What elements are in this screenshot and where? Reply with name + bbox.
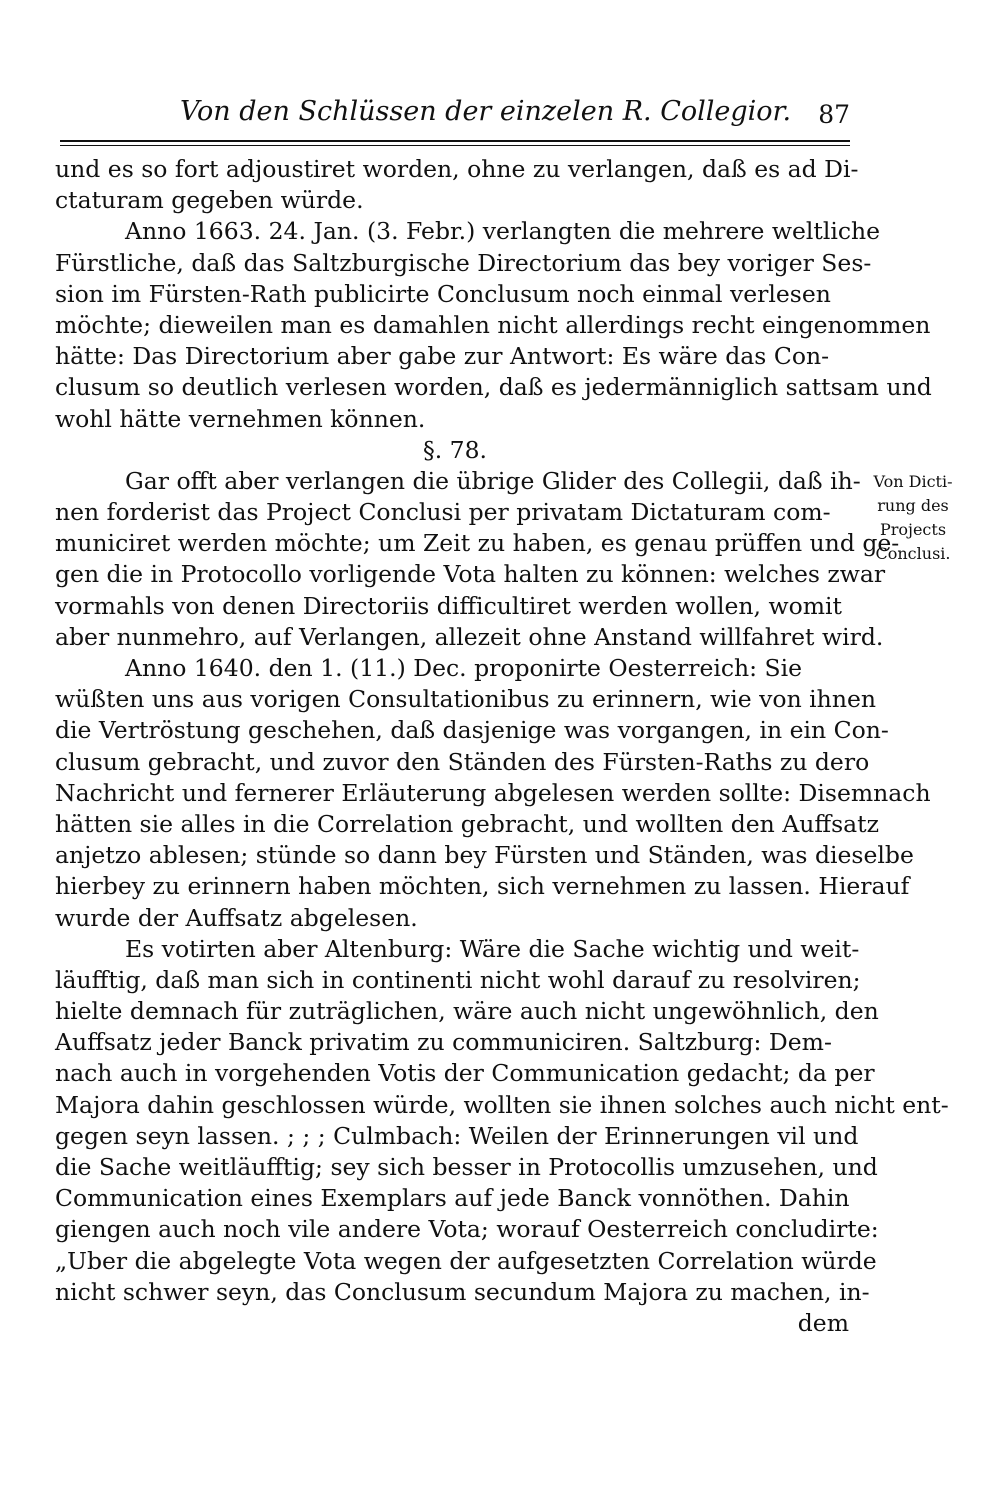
- header-title: Von den Schlüssen der einzelen R. Collegior.: [180, 96, 792, 127]
- text-line: hätten sie alles in die Correlation gebracht, und wollten den Auffsatz: [55, 809, 879, 838]
- text-line: hätte: Das Directorium aber gabe zur Antwort: Es wäre das Con-: [55, 342, 830, 371]
- text-line: Majora dahin geschlossen würde, wollten sie ihnen solches auch nicht ent-: [55, 1090, 949, 1119]
- text-line: clusum gebracht, und zuvor den Ständen des Fürsten-Raths zu dero: [55, 747, 870, 776]
- text-line: „Uber die abgelegte Vota wegen der aufgesetzten Correlation würde: [55, 1246, 877, 1275]
- text-line: gen die in Protocollo vorligende Vota halten zu können: welches zwar: [55, 560, 886, 589]
- text-line: clusum so deutlich verlesen worden, daß es jedermänniglich sattsam und: [55, 373, 932, 402]
- text-line: wüßten uns aus vorigen Consultationibus zu erinnern, wie von ihnen: [55, 685, 876, 714]
- text-line: Auffsatz jeder Banck privatim zu communiciren. Saltzburg: Dem-: [55, 1028, 832, 1057]
- text-line: gegen seyn lassen. ; ; ; Culmbach: Weilen der Erinnerungen vil und: [55, 1121, 859, 1150]
- text-line: die Vertröstung geschehen, daß dasjenige was vorgangen, in ein Con-: [55, 716, 889, 745]
- text-line: aber nunmehro, auf Verlangen, allezeit ohne Anstand willfahret wird.: [55, 622, 884, 651]
- text-line: hielte demnach für zuträglichen, wäre auch nicht ungewöhnlich, den: [55, 997, 879, 1026]
- text-line: Nachricht und fernerer Erläuterung abgelesen werden sollte: Disemnach: [55, 778, 931, 807]
- margin-note-line: Conclusi.: [875, 544, 951, 563]
- text-line: nicht schwer seyn, das Conclusum secundum Majora zu machen, in-: [55, 1277, 870, 1306]
- text-line: municiret werden möchte; um Zeit zu haben, es genau prüffen und ge-: [55, 529, 900, 558]
- text-line: anjetzo ablesen; stünde so dann bey Fürsten und Ständen, was dieselbe: [55, 841, 914, 870]
- text-line: sion im Fürsten-Rath publicirte Conclusum noch einmal verlesen: [55, 279, 831, 308]
- header-rule-thin: [60, 145, 850, 146]
- text-line: Communication eines Exemplars auf jede Banck vonnöthen. Dahin: [55, 1184, 850, 1213]
- margin-note-line: rung des: [877, 496, 949, 515]
- text-line: Anno 1640. den 1. (11.) Dec. proponirte Oesterreich: Sie: [125, 654, 803, 682]
- margin-note: [858, 470, 968, 566]
- text-line: läufftig, daß man sich in continenti nicht wohl darauf zu resolviren;: [55, 965, 861, 994]
- section-heading: §. 78.: [422, 435, 488, 464]
- header-rule: [60, 140, 850, 142]
- running-header: [60, 96, 850, 136]
- text-line: und es so fort adjoustiret worden, ohne zu verlangen, daß es ad Di-: [55, 155, 859, 183]
- margin-note-line: Von Dicti-: [873, 472, 953, 491]
- text-line: möchte; dieweilen man es damahlen nicht allerdings recht eingenommen: [55, 310, 931, 339]
- text-line: hierbey zu erinnern haben möchten, sich vernehmen zu lassen. Hierauf: [55, 872, 910, 901]
- text-line: wurde der Auffsatz abgelesen.: [55, 903, 418, 932]
- text-line: ctaturam gegeben würde.: [55, 186, 364, 215]
- text-line: die Sache weitläufftig; sey sich besser in Protocollis umzusehen, und: [55, 1153, 878, 1181]
- text-line: Fürstliche, daß das Saltzburgische Directorium das bey voriger Ses-: [55, 248, 872, 277]
- text-line: Es votirten aber Altenburg: Wäre die Sache wichtig und weit-: [125, 934, 860, 963]
- text-line: Gar offt aber verlangen die übrige Glider des Collegii, daß ih-: [125, 466, 861, 495]
- text-line: nach auch in vorgehenden Votis der Communication gedacht; da per: [55, 1059, 875, 1088]
- text-line: wohl hätte vernehmen können.: [55, 404, 426, 433]
- margin-note-line: Projects: [879, 520, 947, 539]
- text-line: giengen auch noch vile andere Vota; worauf Oesterreich concludirte:: [55, 1215, 879, 1244]
- text-line: Anno 1663. 24. Jan. (3. Febr.) verlangten die mehrere weltliche: [125, 217, 881, 246]
- page-number: 87: [818, 100, 850, 129]
- text-line: vormahls von denen Directoriis difficultiret werden wollen, womit: [55, 591, 842, 620]
- text-line: nen forderist das Project Conclusi per privatam Dictaturam com-: [55, 498, 831, 527]
- text-line: dem: [797, 1308, 849, 1337]
